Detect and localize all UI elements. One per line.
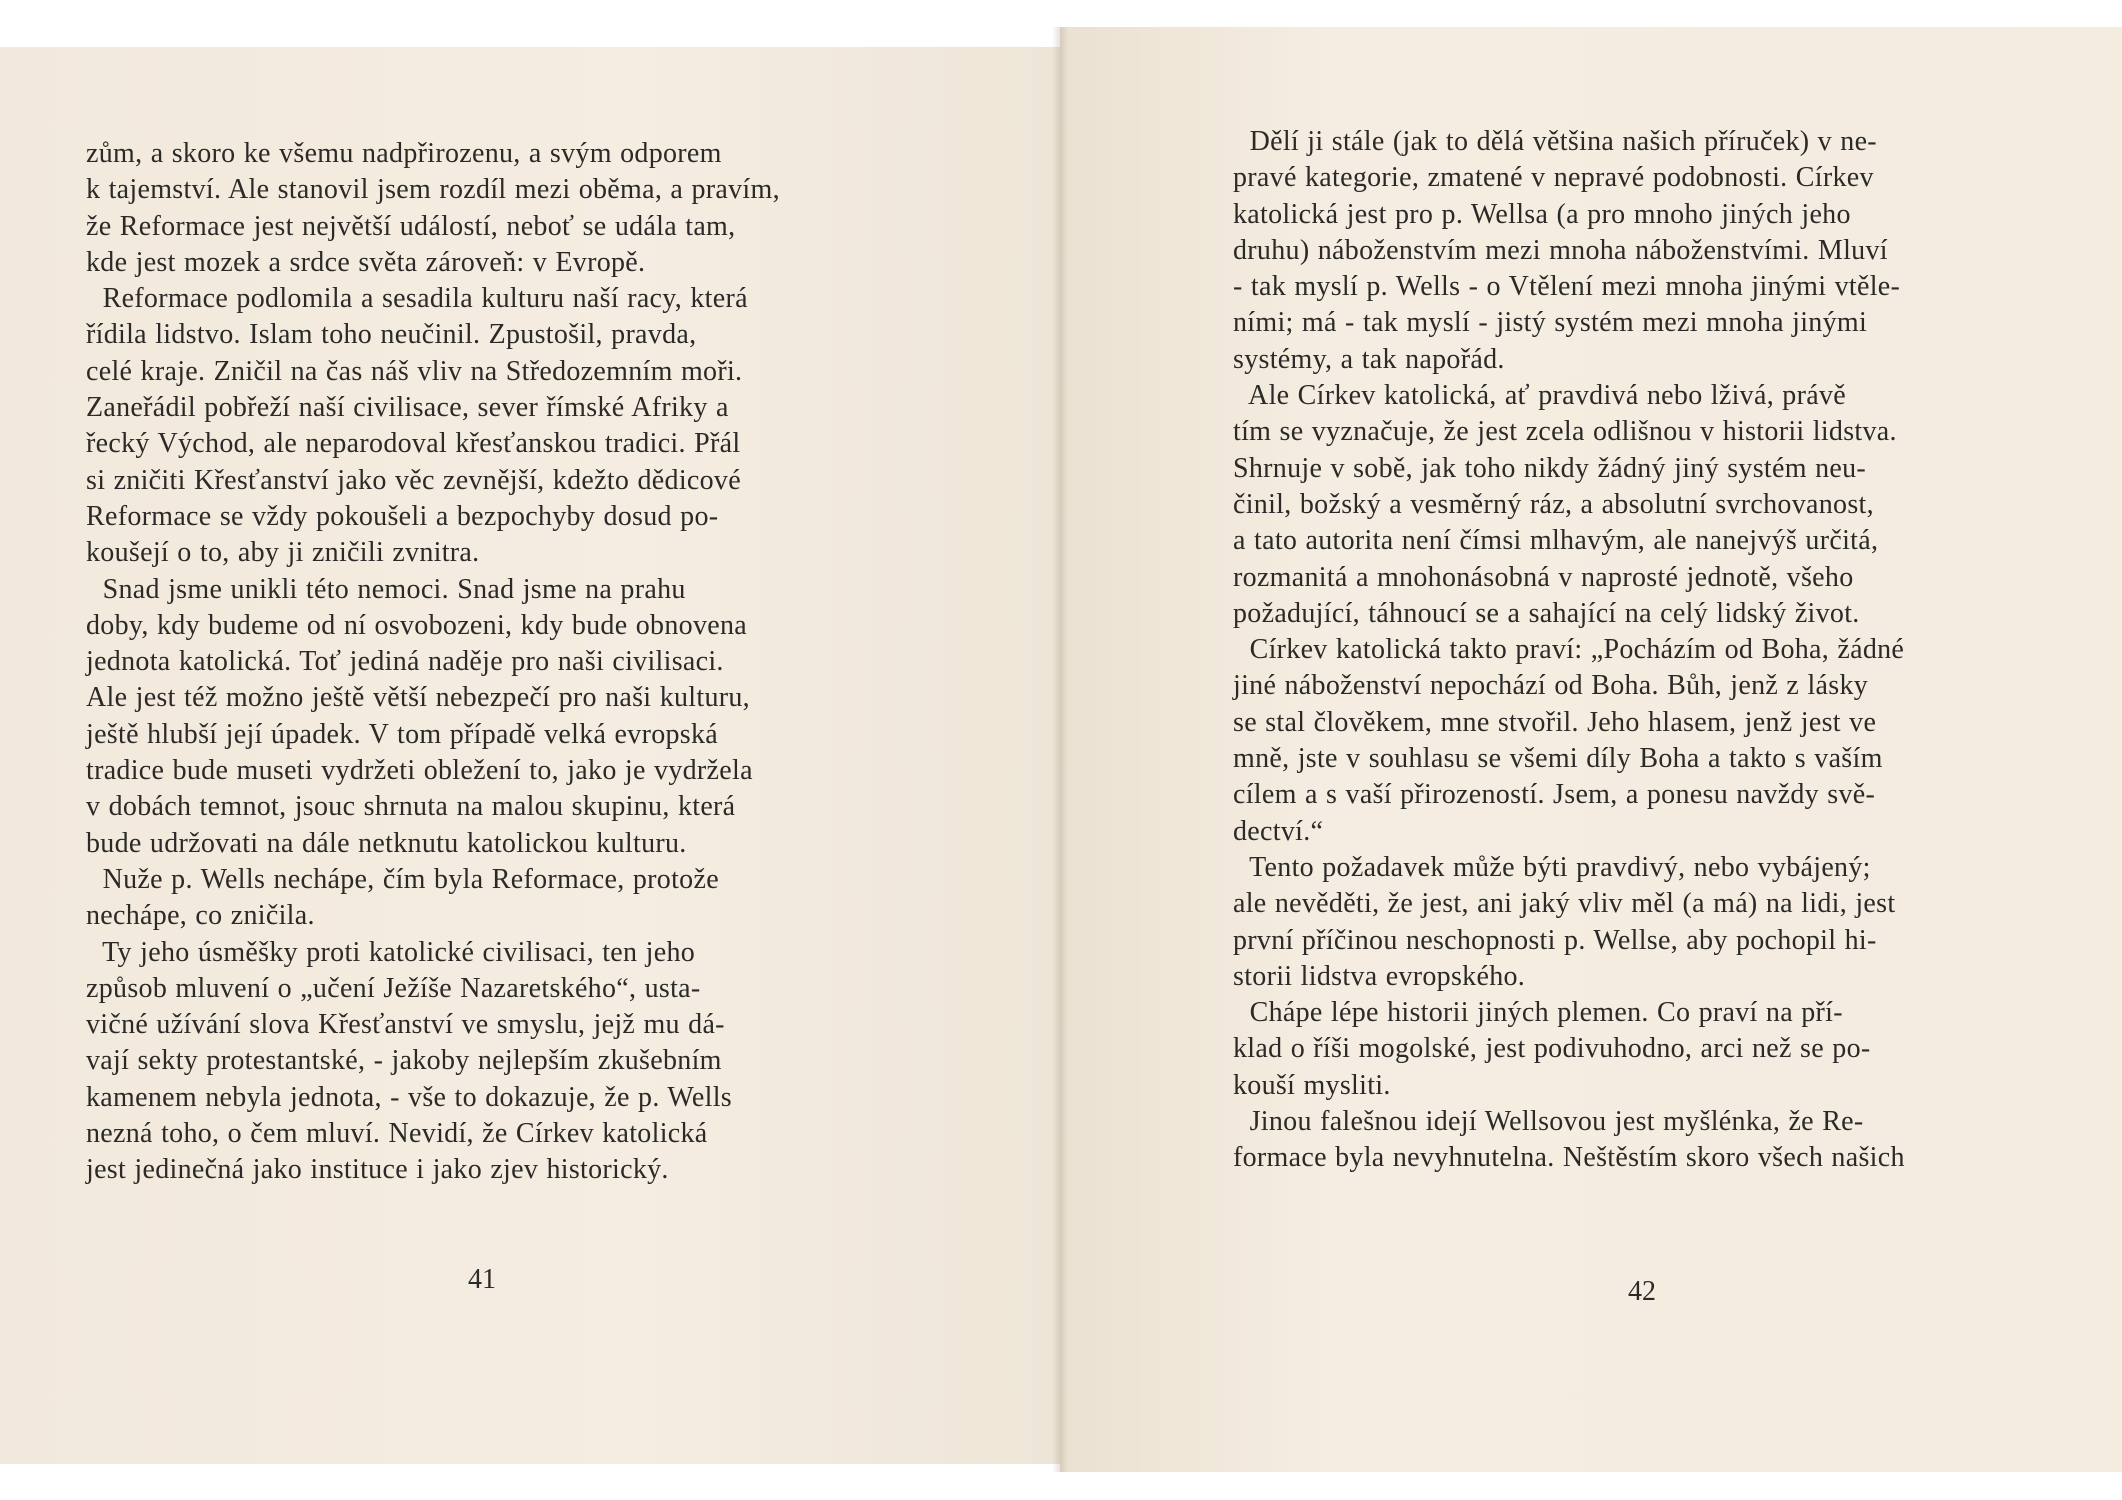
text-line: kouší mysliti.	[1233, 1069, 1391, 1101]
text-line: Reformace se vždy pokoušeli a bezpochyby dosud po-	[86, 500, 719, 532]
text-line: vají sekty protestantské, - jakoby nejlepším zkušebním	[86, 1045, 722, 1077]
text-line: Zaneřádil pobřeží naší civilisace, sever římské Afriky a	[86, 392, 729, 424]
text-line: storii lidstva evropského.	[1233, 960, 1526, 992]
text-line: ještě hlubší její úpadek. V tom případě velká evropská	[86, 718, 719, 750]
text-line: katolická jest pro p. Wellsa (a pro mnoho jiných jeho	[1233, 198, 1851, 230]
text-line: ale nevěděti, že jest, ani jaký vliv měl (a má) na lidi, jest	[1233, 888, 1896, 920]
text-line: Ale jest též možno ještě větší nebezpečí pro naši kulturu,	[86, 682, 750, 714]
text-line: si zničiti Křesťanství jako věc zevnější, kdežto dědicové	[86, 464, 741, 496]
text-line: Chápe lépe historii jiných plemen. Co praví na pří-	[1233, 997, 1843, 1029]
page-number-left: 41	[468, 1264, 496, 1295]
text-line: řídila lidstvo. Islam toho neučinil. Zpustošil, pravda,	[86, 319, 697, 351]
text-line: k tajemství. Ale stanovil jsem rozdíl mezi oběma, a pravím,	[86, 174, 780, 206]
text-line: jednota katolická. Toť jediná naděje pro naši civilisaci.	[86, 646, 724, 678]
text-line: činil, božský a vesměrný ráz, a absolutní svrchovanost,	[1233, 488, 1874, 520]
book-gutter	[1052, 27, 1068, 1472]
text-line: jiné náboženství nepochází od Boha. Bůh, jenž z lásky	[1233, 670, 1869, 702]
right-page-text	[1233, 124, 2063, 1177]
text-line: tradice bude museti vydržeti obležení to, jako je vydržela	[86, 755, 753, 787]
text-line: rozmanitá a mnohonásobná v naprosté jednotě, všeho	[1233, 561, 1854, 593]
text-line: tím se vyznačuje, že jest zcela odlišnou v historii lidstva.	[1233, 416, 1897, 448]
text-line: dectví.“	[1233, 815, 1324, 847]
text-line: Snad jsme unikli této nemoci. Snad jsme na prahu	[86, 573, 686, 605]
text-line: pravé kategorie, zmatené v nepravé podobnosti. Církev	[1233, 162, 1874, 194]
text-line: Reformace podlomila a sesadila kulturu naší racy, která	[86, 283, 748, 315]
page-number-right: 42	[1628, 1276, 1656, 1307]
text-line: v dobách temnot, jsouc shrnuta na malou skupinu, která	[86, 791, 736, 823]
text-line: cílem a s vaší přirozeností. Jsem, a ponesu navždy svě-	[1233, 779, 1876, 811]
text-line: Jinou falešnou idejí Wellsovou jest myšlénka, že Re-	[1233, 1106, 1864, 1138]
text-line: řecký Východ, ale neparodoval křesťanskou tradici. Přál	[86, 428, 741, 460]
text-line: bude udržovati na dále netknutu katolickou kulturu.	[86, 827, 687, 859]
text-line: celé kraje. Zničil na čas náš vliv na Středozemním moři.	[86, 355, 743, 387]
text-line: kde jest mozek a srdce světa zároveň: v Evropě.	[86, 246, 646, 278]
text-line: způsob mluvení o „učení Ježíše Nazaretského“, usta-	[86, 972, 701, 1004]
text-line: mně, jste v souhlasu se všemi díly Boha a takto s vaším	[1233, 743, 1883, 775]
text-line: formace byla nevyhnutelna. Neštěstím skoro všech našich	[1233, 1142, 1905, 1174]
text-line: že Reformace jest největší událostí, neboť se udála tam,	[86, 210, 736, 242]
text-line: nechápe, co zničila.	[86, 900, 315, 932]
text-line: systémy, a tak napořád.	[1233, 343, 1505, 375]
text-line: klad o říši mogolské, jest podivuhodno, arci než se po-	[1233, 1033, 1871, 1065]
text-line: jest jedinečná jako instituce i jako zjev historický.	[86, 1154, 669, 1186]
text-line: vičné užívání slova Křesťanství ve smyslu, jejž mu dá-	[86, 1009, 725, 1041]
text-line: Ty jeho úsměšky proti katolické civilisaci, ten jeho	[86, 936, 696, 968]
text-line: Církev katolická takto praví: „Pocházím od Boha, žádné	[1233, 634, 1905, 666]
text-line: doby, kdy budeme od ní osvobozeni, kdy bude obnovena	[86, 609, 748, 641]
text-line: - tak myslí p. Wells - o Vtělení mezi mnoha jinými vtěle-	[1233, 271, 1901, 303]
text-line: nezná toho, o čem mluví. Nevidí, že Církev katolická	[86, 1118, 708, 1150]
text-line: koušejí o to, aby ji zničili zvnitra.	[86, 537, 480, 569]
text-line: se stal člověkem, mne stvořil. Jeho hlasem, jenž jest ve	[1233, 706, 1877, 738]
text-line: zům, a skoro ke všemu nadpřirozenu, a svým odporem	[86, 138, 722, 169]
left-page-text	[86, 136, 886, 1189]
text-line: druhu) náboženstvím mezi mnoha náboženstvími. Mluví	[1233, 234, 1888, 266]
text-line: Nuže p. Wells nechápe, čím byla Reformace, protože	[86, 863, 719, 895]
text-line: první příčinou neschopnosti p. Wellse, aby pochopil hi-	[1233, 924, 1877, 956]
text-line: kamenem nebyla jednota, - vše to dokazuje, že p. Wells	[86, 1081, 732, 1113]
text-line: ními; má - tak myslí - jistý systém mezi mnoha jinými	[1233, 307, 1868, 339]
text-line: Tento požadavek může býti pravdivý, nebo vybájený;	[1233, 851, 1871, 883]
text-line: Shrnuje v sobě, jak toho nikdy žádný jiný systém neu-	[1233, 452, 1867, 484]
text-line: a tato autorita není čímsi mlhavým, ale nanejvýš určitá,	[1233, 525, 1879, 557]
text-line: Dělí ji stále (jak to dělá většina našich příruček) v ne-	[1233, 126, 1877, 157]
text-line: požadující, táhnoucí se a sahající na celý lidský život.	[1233, 597, 1860, 629]
text-line: Ale Církev katolická, ať pravdivá nebo lživá, právě	[1233, 380, 1846, 412]
